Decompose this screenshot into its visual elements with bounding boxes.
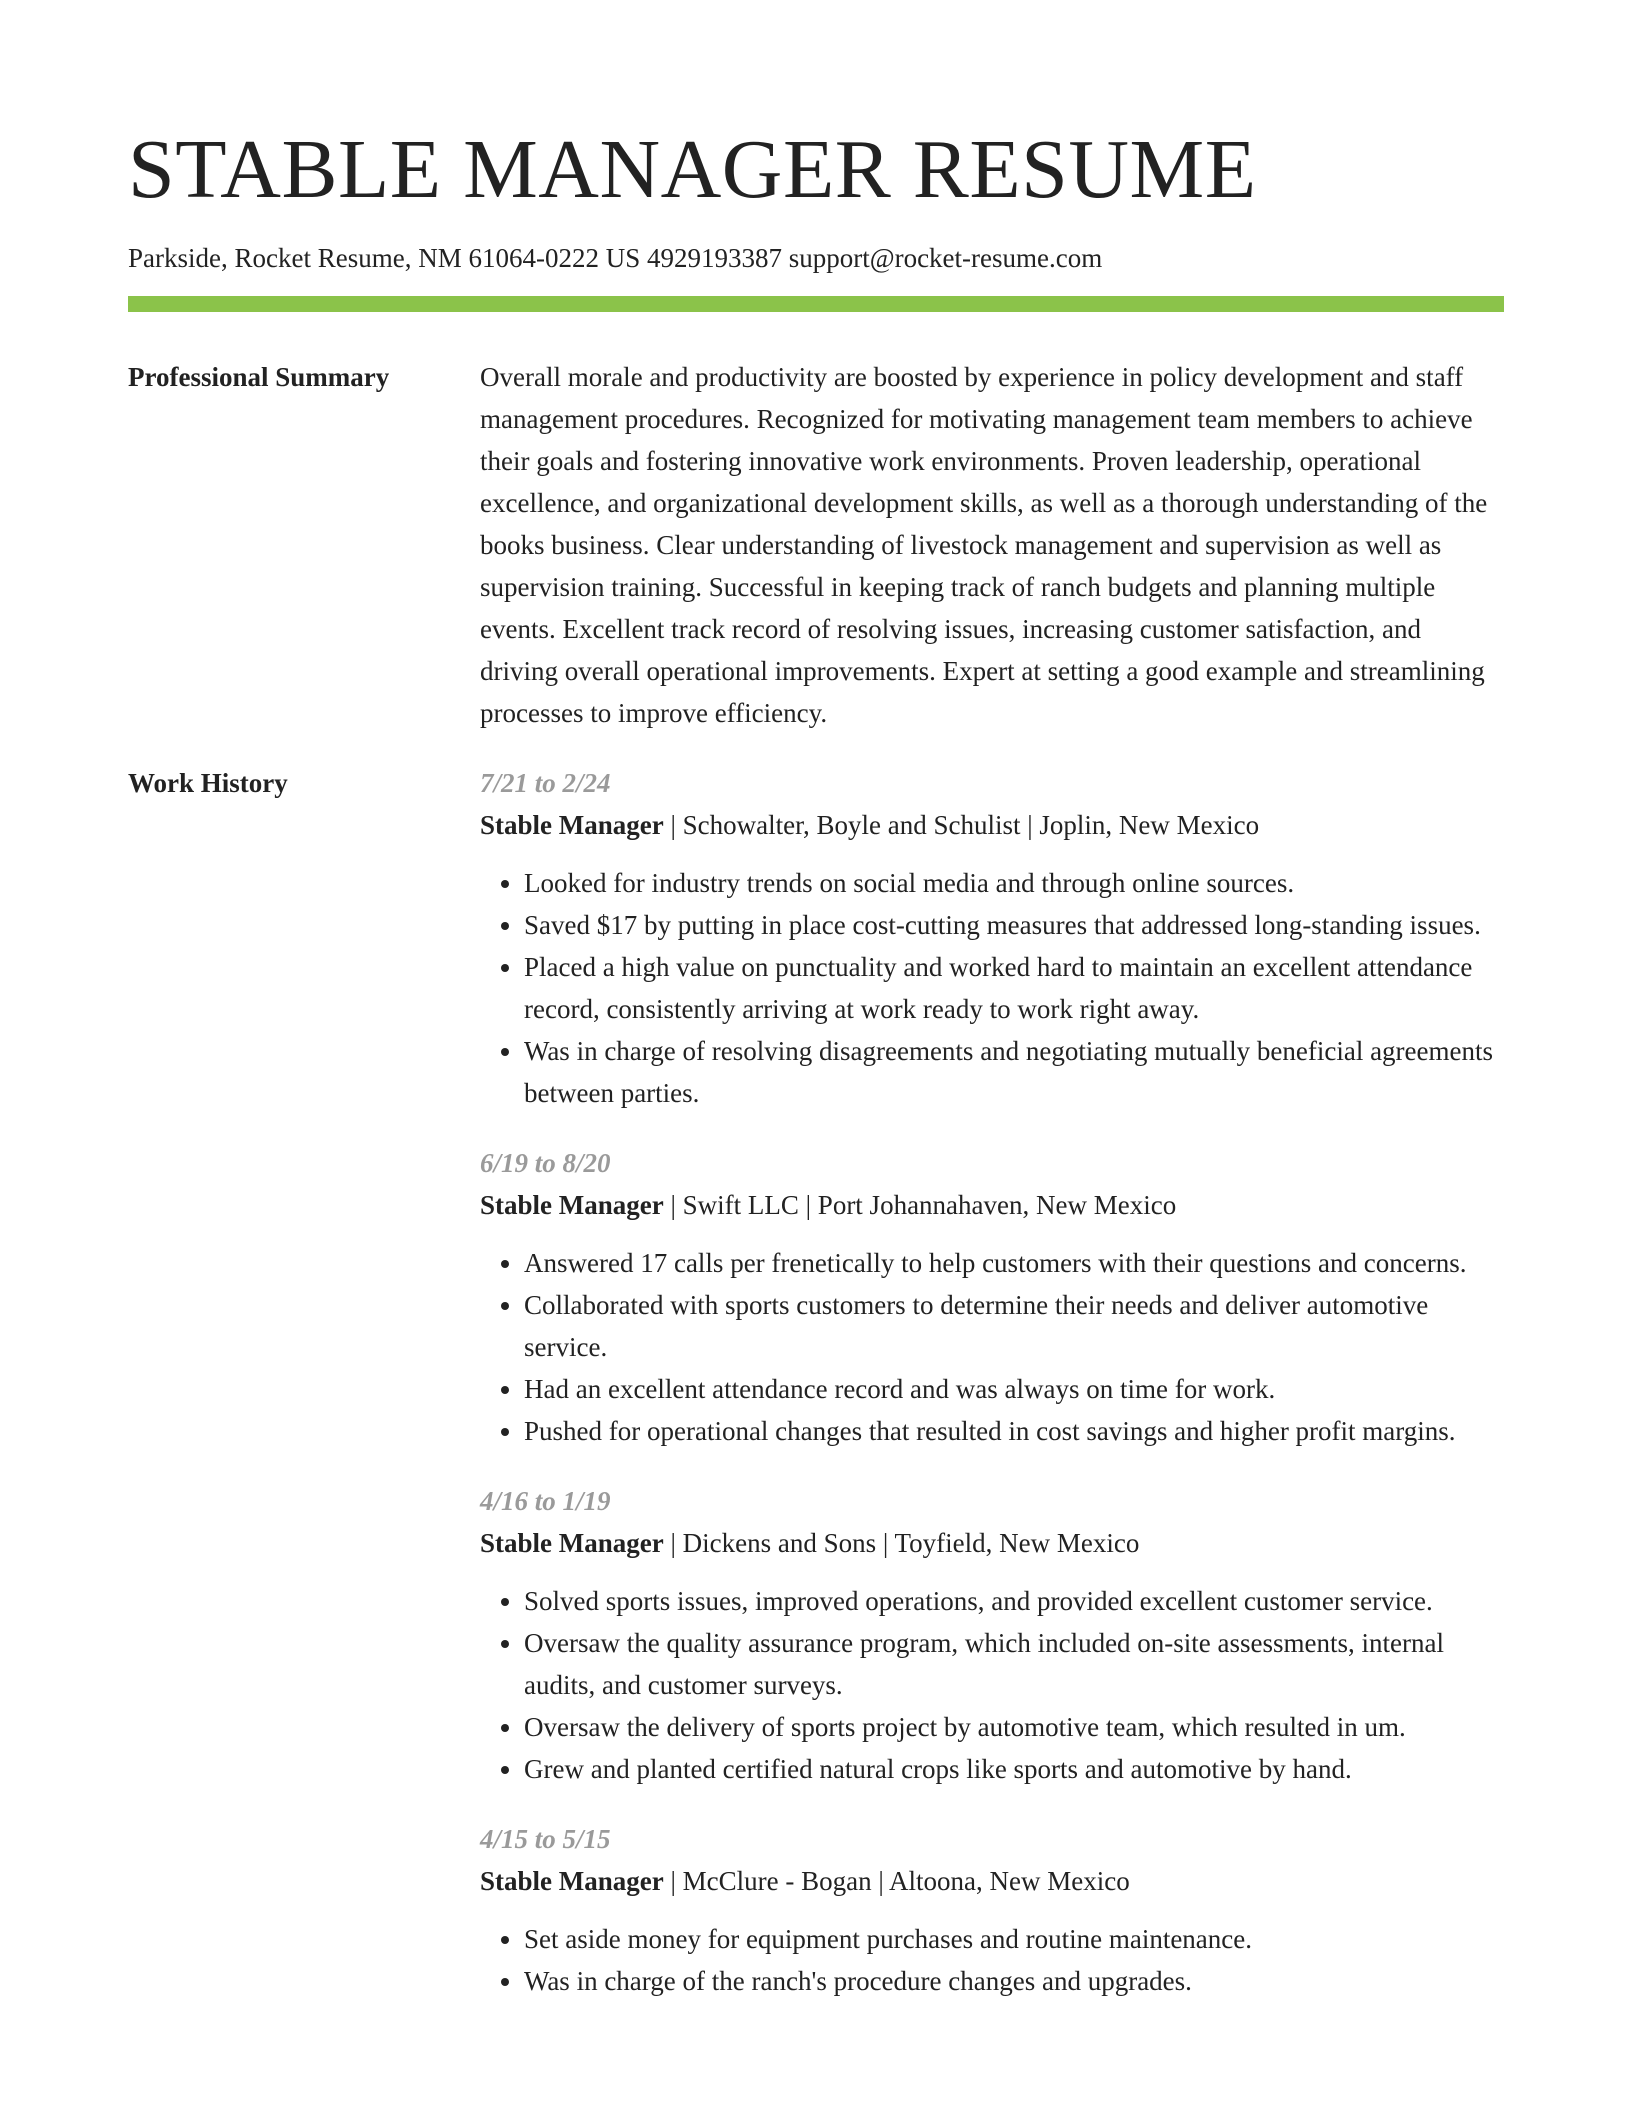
job-entry <box>480 762 1504 1114</box>
job-header <box>480 1522 1504 1564</box>
contact-line: Parkside, Rocket Resume, NM 61064-0222 US 4929193387 support@rocket-resume.com <box>128 243 1103 273</box>
job-details: | Swift LLC | Port Johannahaven, New Mexico <box>663 1190 1177 1220</box>
job-bullet: • Was in charge of resolving disagreements and negotiating mutually beneficial agreements between parties. <box>524 1030 1504 1114</box>
job-title: Stable Manager <box>480 810 664 840</box>
job-entry <box>480 1142 1504 1452</box>
job-entry <box>480 1480 1504 1790</box>
job-bullet: • Pushed for operational changes that resulted in cost savings and higher profit margins. <box>524 1410 1504 1452</box>
job-header <box>480 1860 1504 1902</box>
job-bullet: • Solved sports issues, improved operations, and provided excellent customer service. <box>524 1580 1504 1622</box>
summary-text: Overall morale and productivity are boosted by experience in policy development and staff management procedures. Recognized for motivating management team members to achieve their goals and fostering innovative work environments. Proven leadership, operational excellence, and organizational development skills, as well as a thorough understanding of the books business. Clear understanding of livestock management and supervision as well as supervision training. Successful in keeping track of ranch budgets and planning multiple events. Excellent track record of resolving issues, increasing customer satisfaction, and driving overall operational improvements. Expert at setting a good example and streamlining processes to improve efficiency. <box>480 362 1488 728</box>
job-title: Stable Manager <box>480 1190 664 1220</box>
job-bullet: • Grew and planted certified natural crops like sports and automotive by hand. <box>524 1748 1504 1790</box>
job-dates: 4/15 to 5/15 <box>480 1824 611 1854</box>
resume-title: STABLE MANAGER RESUME <box>128 123 1257 216</box>
job-details: | Schowalter, Boyle and Schulist | Joplin, New Mexico <box>663 810 1260 840</box>
job-details: | Dickens and Sons | Toyfield, New Mexico <box>663 1528 1140 1558</box>
job-bullet: • Placed a high value on punctuality and worked hard to maintain an excellent attendance record, consistently arriving at work ready to work right away. <box>524 946 1504 1030</box>
job-title: Stable Manager <box>480 1866 664 1896</box>
work-history-heading: Work History <box>128 768 288 798</box>
summary-section <box>128 356 1504 734</box>
accent-divider <box>128 296 1504 312</box>
job-dates: 6/19 to 8/20 <box>480 1148 611 1178</box>
work-history-section <box>128 762 1504 2030</box>
job-bullet: • Answered 17 calls per frenetically to help customers with their questions and concerns. <box>524 1242 1504 1284</box>
job-bullets <box>480 1918 1504 2002</box>
job-bullets <box>480 1242 1504 1452</box>
job-entry <box>480 1818 1504 2002</box>
job-bullets <box>480 1580 1504 1790</box>
job-dates: 7/21 to 2/24 <box>480 768 611 798</box>
job-bullet: • Looked for industry trends on social media and through online sources. <box>524 862 1504 904</box>
job-bullet: • Was in charge of the ranch's procedure changes and upgrades. <box>524 1960 1504 2002</box>
job-dates: 4/16 to 1/19 <box>480 1486 611 1516</box>
job-bullet: • Oversaw the delivery of sports project by automotive team, which resulted in um. <box>524 1706 1504 1748</box>
summary-body <box>480 356 1504 734</box>
resume-page <box>128 0 1504 2030</box>
summary-heading: Professional Summary <box>128 362 390 392</box>
job-bullets <box>480 862 1504 1114</box>
job-bullet: • Oversaw the quality assurance program, which included on-site assessments, internal audits, and customer surveys. <box>524 1622 1504 1706</box>
job-header <box>480 1184 1504 1226</box>
job-bullet: • Collaborated with sports customers to determine their needs and deliver automotive service. <box>524 1284 1504 1368</box>
job-bullet: • Had an excellent attendance record and was always on time for work. <box>524 1368 1504 1410</box>
job-details: | McClure - Bogan | Altoona, New Mexico <box>663 1866 1130 1896</box>
job-title: Stable Manager <box>480 1528 664 1558</box>
job-bullet: • Saved $17 by putting in place cost-cutting measures that addressed long-standing issues. <box>524 904 1504 946</box>
work-history-body <box>480 762 1504 2030</box>
job-header <box>480 804 1504 846</box>
job-bullet: • Set aside money for equipment purchases and routine maintenance. <box>524 1918 1504 1960</box>
